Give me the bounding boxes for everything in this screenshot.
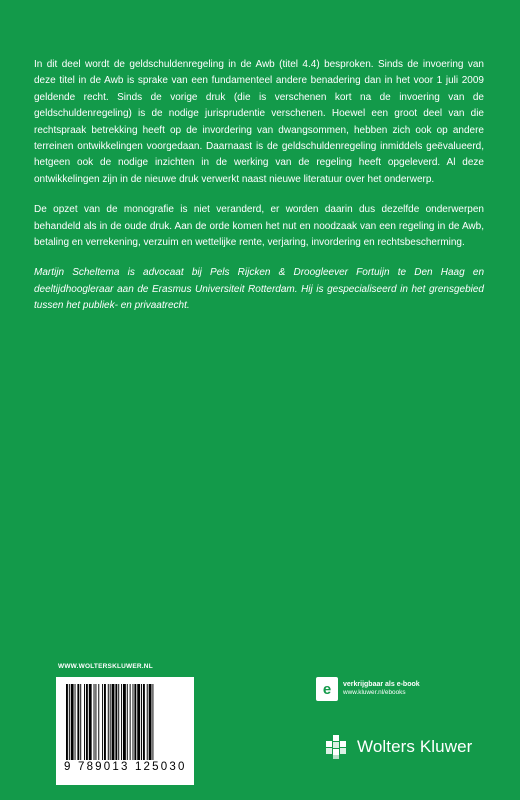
description-paragraph-2: De opzet van de monografie is niet veranderd, er worden daarin dus dezelfde onderwerpen behandeld als in de oude druk. Aan de orde komen het nut en noodzaak van een regeling in de Awb, betaling en verrekening, verzuim en wettelijke rente, verjaring, invordering en rechtsbescherming. [34,204,484,249]
publisher-logo [325,734,472,760]
author-bio: Martijn Scheltema is advocaat bij Pels Rijcken & Droogleever Fortuijn te Den Haag en deeltijdhoogleraar aan de Erasmus Universiteit Rotterdam. Hij is gespecialiseerd in het grensgebied tussen het publiek- en privaatrecht. [34,267,484,312]
e-book-icon: e [316,677,338,701]
back-cover-text [34,57,484,329]
isbn-number: 9 789013 125030 [64,761,187,773]
publisher-name: Wolters Kluwer [357,737,473,756]
ebook-url: www.kluwer.nl/ebooks [343,689,406,696]
description-paragraph-1: In dit deel wordt de geldschuldenregeling in de Awb (titel 4.4) besproken. Sinds de invoering van deze titel in de Awb is sprake van een fundamenteel andere benadering dan in het voor 1 juli 2009 geldende recht. Sinds de vorige druk (die is verschenen kort na de invoering van de geldschuldenregeling) is de nodige jurisprudentie verschenen. Hoewel een groot deel van die rechtspraak betrekking heeft op de invordering van dwangsommen, hebben zich ook op andere terreinen ontwikkelingen voorgedaan. Daarnaast is de geldschuldenregeling inmiddels geëvalueerd, hetgeen ook de nodige inzichten in de werking van de regeling heeft opgeleverd. Al deze ontwikkelingen zijn in de nieuwe druk verwerkt naast nieuwe literatuur over het onderwerp. [34,59,484,185]
ebook-label: verkrijgbaar als e-book [343,681,420,688]
barcode-bars [66,684,184,760]
isbn-barcode [56,677,194,785]
wolters-kluwer-logo-icon [325,734,351,760]
ebook-badge [316,677,420,701]
publisher-url: WWW.WOLTERSKLUWER.NL [58,663,153,670]
